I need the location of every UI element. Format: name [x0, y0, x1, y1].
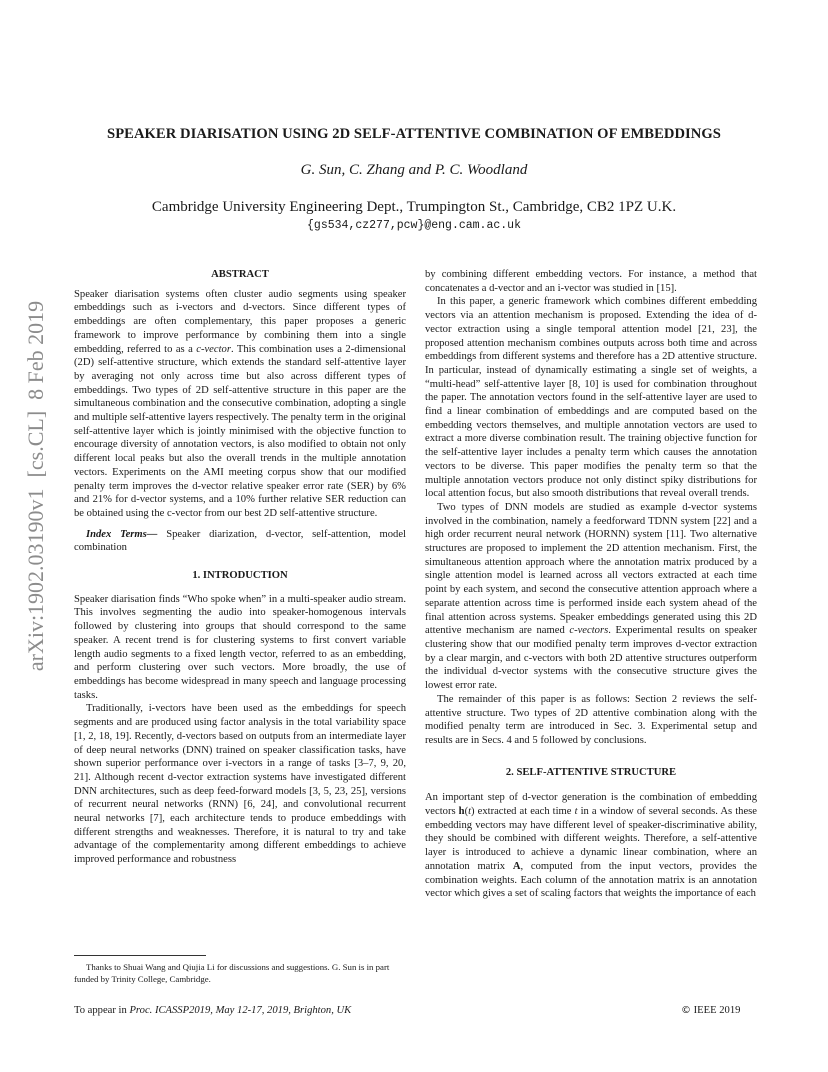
index-terms: Index Terms— Speaker diarization, d-vector, self-attention, model combination: [74, 528, 406, 554]
intro-heading: 1. INTRODUCTION: [192, 570, 288, 582]
intro-paragraph-6: The remainder of this paper is as follows: Section 2 reviews the self-attentive structure. Two types of 2D attentive combination along with the modified penalty term are introduced in Sec. 3. Experimental setup and results are in Secs. 4 and 5 followed by conclusions.: [425, 693, 757, 746]
intro-paragraph-5: Two types of DNN models are studied as example d-vector systems involved in the combination, namely a feedforward TDNN system [22] and a high order recurrent neural network (HORNN) system [11]. Two alternative structures are proposed to implement the 2D attention mechanism. First, the simultaneous attention approach where the annotation matrix produced by a single attention model is learned across all vectors extracted at each time point by each system, and second the consecutive attention approach where a separate attention across time is performed inside each system ahead of the final attention across systems. Speaker embeddings generated using this 2D attentive mechanism are named c-vectors. Experimental results on speaker clustering show that our modified penalty term improves d-vector extraction by a clear margin, and c-vectors with both 2D attentive structures outperform the individual d-vector systems with the consecutive structure gives the lowest error rate.: [425, 501, 757, 692]
paper-affiliation: Cambridge University Engineering Dept., Trumpington St., Cambridge, CB2 1PZ U.K.: [151, 199, 677, 215]
section-2-paragraph-1: An important step of d-vector generation is the combination of embedding vectors h(t) extracted at each time t in a window of several seconds. As these embedding vectors may have different level of speaker-discriminative ability, they should be combined with different weights. Therefore, a self-attentive layer is introduced to achieve a dynamic linear combination, where an annotation matrix A, computed from the input vectors, provides the combination weights. Each column of the annotation matrix is an annotation vector which gives a set of scaling factors that weights the importance of each: [425, 792, 758, 900]
paper-title: SPEAKER DIARISATION USING 2D SELF-ATTENTIVE COMBINATION OF EMBEDDINGS: [107, 126, 721, 142]
intro-paragraph-1: Speaker diarisation finds “Who spoke when” in a multi-speaker audio stream. This involves segmenting the audio into speaker-homogenous intervals followed by clustering into groups that should correspond to the same speaker. A recent trend is for clustering systems to first convert variable length audio segments to a fixed length vector, referred to as an embedding, and perform clustering over such vectors. More broadly, the use of embeddings has become widespread in many speech and language processing tasks.: [74, 593, 406, 701]
left-column: [74, 268, 406, 867]
arxiv-identifier: [14, 296, 54, 676]
copyright-icon: ©: [681, 1005, 691, 1016]
footnote: [74, 955, 406, 985]
arxiv-stamp-svg: [14, 296, 54, 676]
right-column: [425, 268, 757, 901]
intro-paragraph-4: In this paper, a generic framework which combines different embedding vectors via an attention mechanism is proposed. Extending the idea of d-vector extraction using a single temporal attention model [21, 23], the proposed attention mechanism combines outputs across both time and across embeddings from different systems and therefore has a 2D attentive structure. In particular, instead of dynamically estimating a single set of weights, a “multi-head” self-attentive layer [8, 10] is used for combination throughout the paper. The annotation vectors found in the self-attentive layer are used to find a linear combination of embeddings and are computed based on the embedding vectors themselves, and multiple annotation vectors are used to extract a more diverse combination result. The training objective function for the self-attentive layer includes a penalty term which causes the annotation vectors to be diverse. This paper modifies the penalty term so that the multiple annotation vectors produce not only distinct spiky distributions for local attention focus, but also smooth distributions that reveal overall trends.: [425, 296, 757, 500]
index-terms-label: Index Terms—: [86, 528, 158, 540]
abstract-heading: ABSTRACT: [211, 269, 269, 280]
footer-venue: To appear in Proc. ICASSP2019, May 12-17, 2019, Brighton, UK: [74, 1005, 352, 1016]
paper-authors: G. Sun, C. Zhang and P. C. Woodland: [300, 162, 528, 178]
intro-paragraph-2: Traditionally, i-vectors have been used as the embeddings for speech segments and are produced using factor analysis in the total variability space [1, 2, 18, 19]. Recently, d-vectors based on outputs from an intermediate layer of deep neural networks (DNN) trained on speaker classification tasks, have shown superior performance over i-vectors in a range of tasks [3–7, 9, 20, 21]. Although recent d-vector extraction systems have investigated different DNN architectures, such as deep feed-forward models [3, 5, 23, 25], versions of recurrent neural networks (RNN) [6, 24], and convolutional recurrent neural networks [7], each architecture tends to produce embeddings with different strengths and weaknesses. Therefore, it is natural to try and take advantage of the complementarity among different embeddings to achieve improved performance and robustness: [74, 703, 406, 866]
intro-paragraph-3: by combining different embedding vectors. For instance, a method that concatenates a d-vector and an i-vector was studied in [15].: [425, 269, 757, 294]
footer-copyright: © IEEE 2019: [681, 1005, 741, 1016]
footnote-text: Thanks to Shuai Wang and Qiujia Li for discussions and suggestions. G. Sun is in part funded by Trinity College, Cambridge.: [74, 962, 390, 984]
arxiv-id-text: arXiv:1902.03190v1 [cs.CL] 8 Feb 2019: [23, 300, 48, 672]
abstract-text: Speaker diarisation systems often cluster audio segments using speaker embeddings such as i-vectors and d-vectors. Since different types of embeddings are often complementary, this paper proposes a generic framework to improve performance by combining them into a single embedding, referred to as a c-vector. This combination uses a 2-dimensional (2D) self-attentive structure, which extends the standard self-attentive layer by averaging not only across time but also across different types of embeddings. Two types of 2D self-attentive structure in this paper are the simultaneous combination and the consecutive combination, adopting a single and multiple self-attentive layers respectively. The penalty term in the original self-attentive layer which is jointly minimised with the objective function to encourage diversity of annotation vectors, is also modified to obtain not only different local peaks but also the overall trends in the multiple annotation vectors. Experiments on the AMI meeting corpus show that our modified penalty term improves the d-vector relative speaker error rate (SER) by 6% and 21% for d-vector systems, and a 10% further relative SER reduction can be obtained using the c-vector from our best 2D self-attentive structure.: [74, 288, 406, 519]
section-2-heading: 2. SELF-ATTENTIVE STRUCTURE: [505, 766, 677, 778]
footnote-rule: [74, 955, 206, 956]
paper-email: {gs534,cz277,pcw}@eng.cam.ac.uk: [307, 219, 521, 232]
